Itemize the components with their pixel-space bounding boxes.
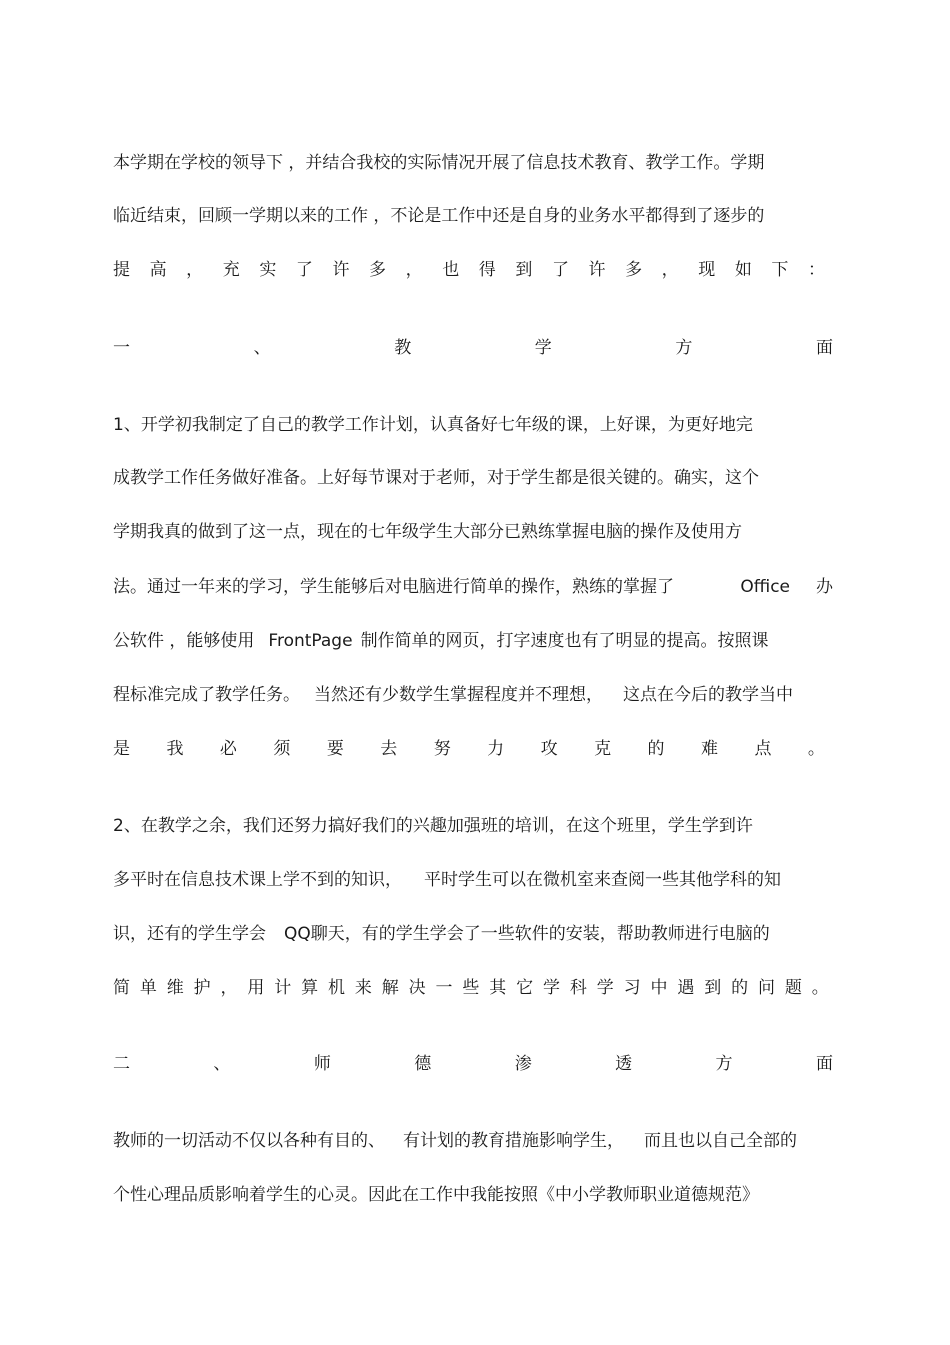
intro-line-3-char: 多 <box>369 260 387 280</box>
section-heading-teaching-char: 学 <box>534 338 552 358</box>
para1-line-7-char: 要 <box>326 739 344 759</box>
para1-line-4-end: 办 <box>816 577 833 597</box>
section-heading-ethics-char: 面 <box>815 1054 833 1074</box>
intro-line-3-char: 到 <box>515 260 533 280</box>
intro-line-3-char: 了 <box>295 260 313 280</box>
para2-line-4-char: 中 <box>650 978 668 998</box>
para2-line-2-b: 平时学生可以在微机室来查阅一些其他学科的知 <box>424 870 781 890</box>
para2-line-4-char: 解 <box>381 978 399 998</box>
section-heading-ethics-char: 师 <box>313 1054 331 1074</box>
para3-line-1 <box>113 1129 797 1153</box>
para3-line-1-a: 教师的一切活动不仅以各种有目的、 <box>113 1131 385 1151</box>
para2-line-4-char: 的 <box>731 978 749 998</box>
para3-line-2: 个性心理品质影响着学生的心灵。因此在工作中我能按照《中小学教师职业道德规范》 <box>113 1185 759 1205</box>
para2-line-4-char: 算 <box>301 978 319 998</box>
intro-line-3-char: 高 <box>149 260 167 280</box>
para2-line-4-char: 机 <box>328 978 345 998</box>
para1-line-4 <box>113 575 833 599</box>
para2-line-4-char: 简 <box>113 978 130 998</box>
para2-line-4-char: 它 <box>516 978 534 998</box>
para2-line-4-char: 维 <box>166 978 184 998</box>
section-heading-teaching <box>113 336 833 360</box>
para1-line-6-a: 程标准完成了教学任务。 <box>113 685 300 705</box>
para2-line-4 <box>113 976 829 1000</box>
para2-line-4-char: 习 <box>623 978 641 998</box>
para2-line-4-char: 学 <box>596 978 614 998</box>
para2-line-2-a: 多平时在信息技术课上学不到的知识， <box>113 870 402 890</box>
section-heading-ethics <box>113 1052 833 1076</box>
para1-line-7-char: 的 <box>647 739 665 759</box>
para3-line-1-b: 有计划的教育措施影响学生， <box>403 1131 624 1151</box>
para1-line-4-text: 法。通过一年来的学习，学生能够后对电脑进行简单的操作，熟练的掌握了 <box>113 577 674 597</box>
para1-line-5-rest: 制作简单的网页，打字速度也有了明显的提高。按照课 <box>360 631 769 651</box>
intro-line-3-char: 现 <box>698 260 716 280</box>
para1-line-4-office: Office <box>740 577 790 597</box>
para1-line-7-char: 。 <box>807 739 825 759</box>
intro-line-3-char: 了 <box>551 260 569 280</box>
para2-line-1: 2、在教学之余，我们还努力搞好我们的兴趣加强班的培训，在这个班里，学生学到许 <box>113 816 753 836</box>
para2-line-4-char: 来 <box>354 978 372 998</box>
section-heading-ethics-char: 、 <box>213 1054 231 1074</box>
intro-line-2: 临近结束，回顾一学期以来的工作 ，不论是工作中还是自身的业务水平都得到了逐步的 <box>113 206 765 226</box>
intro-line-3-char: 许 <box>332 260 350 280</box>
para1-line-1: 1、开学初我制定了自己的教学工作计划，认真备好七年级的课，上好课，为更好地完 <box>113 415 753 435</box>
para2-line-4-char: 用 <box>247 978 265 998</box>
para2-line-4-char: 到 <box>704 978 722 998</box>
intro-line-3-char: 许 <box>588 260 606 280</box>
para1-line-3: 学期我真的做到了这一点，现在的七年级学生大部分已熟练掌握电脑的操作及使用方 <box>113 522 742 542</box>
intro-line-3-char: 提 <box>113 260 130 280</box>
section-heading-ethics-char: 透 <box>615 1054 633 1074</box>
intro-line-3 <box>113 258 825 282</box>
para1-line-6-c: 这点在今后的教学当中 <box>623 685 793 705</box>
intro-line-1: 本学期在学校的领导下 ，并结合我校的实际情况开展了信息技术教育、教学工作。学期 <box>113 153 765 173</box>
para1-line-7-char: 攻 <box>540 739 558 759</box>
para2-line-3-b: QQ聊天，有的学生学会了一些软件的安装，帮助教师进行电脑的 <box>284 924 770 944</box>
intro-line-3-char: ： <box>807 260 825 280</box>
para1-line-7-char: 克 <box>594 739 612 759</box>
para1-line-2: 成教学工作任务做好准备。上好每节课对于老师，对于学生都是很关键的。确实，这个 <box>113 468 759 488</box>
section-heading-ethics-char: 渗 <box>514 1054 532 1074</box>
para1-line-7-char: 努 <box>433 739 451 759</box>
intro-line-3-char: 下 <box>771 260 789 280</box>
para2-line-3-a: 识，还有的学生学会 <box>113 924 266 944</box>
para2-line-4-char: 遇 <box>677 978 695 998</box>
para1-line-7-char: 我 <box>166 739 184 759</box>
section-heading-ethics-char: 德 <box>414 1054 432 1074</box>
para1-line-7-char: 须 <box>273 739 291 759</box>
section-heading-teaching-char: 面 <box>815 338 833 358</box>
section-heading-teaching-char: 一 <box>113 338 130 358</box>
intro-line-3-char: ， <box>405 260 423 280</box>
para1-line-6-b: 当然还有少数学生掌握程度并不理想， <box>314 685 603 705</box>
para2-line-4-char: 问 <box>758 978 775 998</box>
intro-line-3-char: ， <box>186 260 204 280</box>
para1-line-7-char: 力 <box>487 739 505 759</box>
section-heading-teaching-char: 教 <box>394 338 412 358</box>
para2-line-3 <box>113 922 770 946</box>
para1-line-7-char: 点 <box>754 739 772 759</box>
para2-line-4-char: 单 <box>139 978 157 998</box>
intro-line-3-char: 如 <box>734 260 752 280</box>
para1-line-7 <box>113 737 825 761</box>
para2-line-4-char: 题 <box>784 978 802 998</box>
intro-line-3-char: ， <box>661 260 679 280</box>
para1-line-5 <box>113 629 769 653</box>
intro-line-3-char: 也 <box>442 260 460 280</box>
para2-line-4-char: 决 <box>408 978 426 998</box>
para2-line-4-char: 一 <box>435 978 453 998</box>
section-heading-teaching-char: 、 <box>253 338 271 358</box>
para2-line-4-char: 其 <box>489 978 507 998</box>
section-heading-teaching-char: 方 <box>675 338 693 358</box>
para3-line-1-c: 而且也以自己全部的 <box>644 1131 797 1151</box>
para1-line-7-char: 必 <box>219 739 237 759</box>
para2-line-4-char: 科 <box>569 978 587 998</box>
para1-line-6 <box>113 683 793 707</box>
intro-line-3-char: 多 <box>625 260 643 280</box>
para2-line-2 <box>113 868 781 892</box>
para1-line-7-char: 去 <box>380 739 398 759</box>
para1-line-7-char: 是 <box>113 739 130 759</box>
para2-line-4-char: 计 <box>274 978 292 998</box>
para2-line-4-char: 些 <box>462 978 480 998</box>
para2-line-4-char: 护 <box>193 978 211 998</box>
para1-line-5-text: 公软件 ，能够使用 <box>113 631 255 651</box>
section-heading-ethics-char: 方 <box>715 1054 733 1074</box>
para1-line-5-frontpage: FrontPage <box>268 631 353 651</box>
section-heading-ethics-char: 二 <box>113 1054 130 1074</box>
intro-line-3-char: 充 <box>222 260 240 280</box>
intro-line-3-char: 得 <box>478 260 496 280</box>
para2-line-4-char: 学 <box>543 978 560 998</box>
para2-line-4-char: 。 <box>811 978 829 998</box>
para2-line-4-char: ， <box>220 978 238 998</box>
intro-line-3-char: 实 <box>259 260 277 280</box>
para1-line-7-char: 难 <box>700 739 718 759</box>
